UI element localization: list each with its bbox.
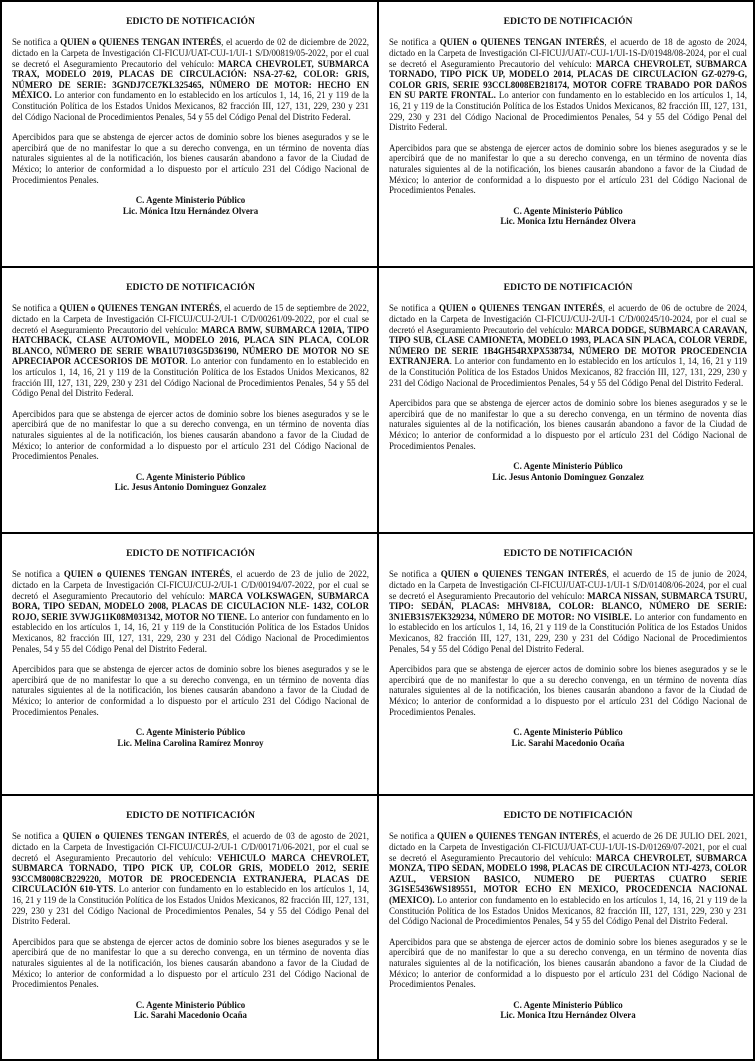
legal-basis: . Lo anterior con fundamento en lo establecido en los artículos 1, 14, 16, 21 y 119 de la Constitución Política de los Estados Unidos Mexicanos, 82 fracción III, 127, 131, 229, 230 y 231 del Código Nacional de Procedimientos Penales, 54 y 55 del Código Penal del Distrito Federal. — [12, 884, 369, 927]
signature-block — [12, 727, 369, 748]
interested-party: QUIEN o QUIENES TENGAN INTERÉS — [59, 303, 220, 314]
legal-basis: . Lo anterior con fundamento en lo establecido en los artículos 1, 14, 16, 21 y 119 de la Constitución Política de los Estados Unidos Mexicanos, 82 fracción III, 127, 131, 229, 230 y 231 del Código Nacional de Procedimientos Penales, 54 y 55 del Código Penal del Distrito Federal. — [12, 356, 369, 399]
vehicle-description: MARCA VOLKSWAGEN, SUBMARCA BORA, TIPO SEDAN, MODELO 2008, PLACAS DE CICULACION NLE- 1432, COLOR ROJO, SERIE 3VWJG11K08M031342, MOTOR NO TIENE. — [12, 590, 369, 622]
edict-notice — [2, 796, 379, 1059]
vehicle-description: MARCA CHEVROLET, SUBMARCA TRAX, MODELO 2019, PLACAS DE CIRCULACIÓN: NSA-27-62, COLOR: GRIS, NÚMERO DE SERIE: 3GNDJ7CE7KL325465, NÚMERO DE MOTOR: HECHO EN MÉXICO. — [12, 58, 369, 101]
warning-paragraph: Apercibidos para que se abstenga de ejercer actos de dominio sobre los bienes asegurados y se le apercibirá que de no manifestar lo que a su derecho convenga, en un término de noventa días naturales siguientes al de la notificación, los bienes causarán abandono a favor de la Ciudad de México; lo anterior de conformidad a lo dispuesto por el artículo 231 del Código Nacional de Procedimientos Penales. — [12, 664, 369, 717]
edict-title: EDICTO DE NOTIFICACIÓN — [503, 548, 633, 559]
legal-basis: Lo anterior con fundamento en lo establecido en los artículos 1, 14, 16, 21 y 119 de la Constitución Política de los Estados Unidos Mexicanos, 82 fracción III, 127, 131, 229, 230 y 231 del Código Nacional de Procedimientos Penales, 54 y 55 del Código Penal del Distrito Federal. — [389, 90, 748, 133]
edict-notice — [2, 2, 379, 268]
signer-role: C. Agente Ministerio Público — [135, 471, 246, 482]
notice-detail: , el acuerdo de 02 de diciembre de 2022, dictado en la Carpeta de Investigación CI-FICUJ/UAT-CUJ-1/UI-1 S/D/00819/05-2022, por el cual se decretó el Aseguramiento Precautorio del vehículo: — [12, 37, 370, 69]
edict-title: EDICTO DE NOTIFICACIÓN — [126, 548, 255, 559]
notice-intro: Se notifica a — [12, 303, 60, 314]
edict-notice — [379, 796, 755, 1059]
signer-role: C. Agente Ministerio Público — [135, 999, 246, 1010]
signature-block — [12, 195, 369, 216]
warning-paragraph: Apercibidos para que se abstenga de ejercer actos de dominio sobre los bienes asegurados y se le apercibirá que de no manifestar lo que a su derecho convenga, en un término de noventa días naturales siguientes al de la notificación, los bienes causarán abandono a favor de la Ciudad de México; lo anterior de conformidad a lo dispuesto por el artículo 231 del Código Nacional de Procedimientos Penales. — [389, 664, 747, 717]
edict-title: EDICTO DE NOTIFICACIÓN — [503, 282, 633, 293]
notice-intro: Se notifica a — [12, 831, 63, 842]
interested-party: QUIEN o QUIENES TENGAN INTERÉS — [437, 831, 599, 842]
notice-detail: , el acuerdo de 23 de julio de 2022, dictado en la Carpeta de Investigación CI-FICUJ/CUJ-2/UI-1 C/D/00194/07-2022, por el cual se decretó el Aseguramiento Precautorio del vehículo: — [12, 569, 369, 601]
notice-detail: , el acuerdo de 18 de agosto de 2024, dictado en la Carpeta de Investigación CI-FICUJ/UAT/-CUJ-1/UI-1S-D/01948/08-2024, por el cual se decretó el Aseguramiento Precautorio del vehículo: — [389, 37, 748, 69]
notice-intro: Se notifica a — [12, 37, 61, 48]
notice-intro: Se notifica a — [389, 569, 441, 580]
signer-name: Lic. Sarahi Macedonio Ocaña — [511, 737, 625, 748]
signer-name: Lic. Jesus Antonio Dominguez Gonzalez — [114, 482, 267, 493]
edict-notice — [2, 268, 379, 534]
notice-body — [12, 303, 369, 398]
vehicle-description: MARCA DODGE, SUBMARCA CARAVAN, TIPO SUB, CLASE CAMIONETA, MODELO 1993, PLACA SIN PLACA, COLOR VERDE, NÚMERO DE SERIE 1B4GH54RXPX538734, NÚMERO DE MOTOR PROCEDENCIA EXTRANJERA — [389, 324, 747, 367]
notice-detail: , el acuerdo de 26 DE JULIO DEL 2021, dictado en la Carpeta de Investigación CI-FICUJ/UAT-CUJ-1/UI-1S-D/01269/07-2021, por el cual se decretó el Aseguramiento Precautorio del vehículo: — [389, 831, 747, 863]
warning-paragraph: Apercibidos para que se abstenga de ejercer actos de dominio sobre los bienes asegurados y se le apercibirá que de no manifestar lo que a su derecho convenga, en un término de noventa días naturales siguientes al de la notificación, los bienes causarán abandono a favor de la Ciudad de México; lo anterior de conformidad a lo dispuesto por el artículo 231 del Código Nacional de Procedimientos Penales. — [389, 936, 747, 990]
signature-block — [12, 472, 369, 493]
signer-name: Lic. Melina Carolina Ramírez Monroy — [117, 737, 264, 748]
notice-body — [12, 37, 369, 122]
notice-intro: Se notifica a — [389, 303, 440, 314]
edict-notice — [2, 534, 379, 796]
signature-block — [12, 1000, 369, 1021]
warning-paragraph: Apercibidos para que se abstenga de ejercer actos de dominio sobre los bienes asegurados y se le apercibirá que de no manifestar lo que a su derecho convenga, en un término de noventa días naturales siguientes al de la notificación, los bienes causarán abandono a favor de la Ciudad de México; lo anterior de conformidad a lo dispuesto por el artículo 231 del Código Nacional de Procedimientos Penales. — [389, 398, 747, 451]
legal-basis: Lo anterior con fundamento en lo establecido en los artículos 1, 14, 16, 21 y 119 de la Constitución Política de los Estados Unidos Mexicanos, 82 fracción III, 127, 131, 229, 230 y 231 del Código Nacional de Procedimientos Penales, 54 y 55 del Código Penal del Distrito Federal. — [12, 90, 369, 122]
signer-name: Lic. Jesus Antonio Dominguez Gonzalez — [492, 471, 644, 482]
notice-detail: , el acuerdo de 15 de septiembre de 2022, dictado en la Carpeta de Investigación CI-FICUJ/CUJ-2/UI-1 C/D/00261/09-2022, por el cual se decretó el Aseguramiento Precautorio del vehículo: — [12, 303, 369, 335]
signer-role: C. Agente Ministerio Público — [513, 205, 623, 216]
legal-basis: . Lo anterior con fundamento en lo establecido en los artículos 1, 14, 16, 21 y 119 de la Constitución Política de los Estados Unidos Mexicanos, 82 fracción III, 127, 131, 229, 230 y 231 del Código Nacional de Procedimientos Penales, 54 y 55 del Código Penal del Distrito Federal. — [389, 356, 747, 388]
warning-paragraph: Apercibidos para que se abstenga de ejercer actos de dominio sobre los bienes asegurados y se le apercibirá que de no manifestar lo que a su derecho convenga, en un término de noventa días naturales siguientes al de la notificación, los bienes causarán abandono a favor de la Ciudad de México; lo anterior de conformidad a lo dispuesto por el artículo 231 del Código Nacional de Procedimientos Penales. — [389, 142, 747, 196]
edict-notice — [379, 268, 755, 534]
notice-body — [389, 303, 747, 388]
edict-notice — [379, 534, 755, 796]
interested-party: QUIEN o QUIENES TENGAN INTERÉS — [440, 569, 607, 580]
notice-intro: Se notifica a — [12, 569, 64, 580]
notice-body — [12, 569, 369, 654]
signer-role: C. Agente Ministerio Público — [135, 195, 246, 206]
interested-party: QUIEN o QUIENES TENGAN INTERÉS — [62, 831, 227, 842]
notice-intro: Se notifica a — [389, 831, 438, 842]
notice-body — [389, 569, 747, 654]
signer-name: Lic. Mónica Itzu Hernández Olvera — [122, 205, 259, 216]
signer-name: Lic. Monica Itzu Hernández Olvera — [500, 1010, 636, 1021]
vehicle-description: MARCA CHEVROLET, SUBMARCA TORNADO, TIPO PICK UP, MODELO 2014, PLACAS DE CIRCULACION GZ-0279-G, COLOR GRIS, SERIE 93CCL8008EB218174, MOTOR COFRE TRABADO POR DAÑOS EN SU PARTE FRONTAL. — [389, 58, 747, 101]
legal-basis: Lo anterior con fundamento en lo establecido en los artículos 1, 14, 16, 21 y 119 de la Constitución Política de los Estados Unidos Mexicanos, 82 fracción III, 127, 131, 229, 230 y 231 del Código Nacional de Procedimientos Penales, 54 y 55 del Código Penal del Distrito Federal. — [389, 611, 747, 654]
notice-body — [12, 831, 369, 926]
notice-detail: , el acuerdo de 15 de junio de 2024, dictado en la Carpeta de Investigación CI-FICUJ/UAT-CUJ-1/UI-1 S/D/01408/06-2024, por el cual se decretó el Aseguramiento Precautorio del vehículo: — [389, 569, 747, 601]
vehicle-description: MARCA CHEVROLET, SUBMARCA MONZA, TIPO SEDAN, MODELO 1998, PLACAS DE CIRCULACION NTJ-4273, COLOR AZUL, VERSION BASICO, NUMERO DE PUERTAS CUATRO SERIE 3G1SE5436WS189551, MOTOR ECHO EN MEXICO, PROCEDENCIA NACIONAL (MEXICO). — [389, 852, 747, 905]
notice-detail: , el acuerdo de 03 de agosto de 2021, dictado en la Carpeta de Investigación CI-FICUJ/CUJ-2/UI-1 C/D/00171/06-2021, por el cual se decretó el Aseguramiento Precautorio del vehículo: — [12, 831, 370, 863]
interested-party: QUIEN o QUIENES TENGAN INTERÉS — [439, 303, 603, 314]
signer-role: C. Agente Ministerio Público — [513, 727, 623, 738]
signature-block — [389, 461, 747, 482]
edict-title: EDICTO DE NOTIFICACIÓN — [126, 282, 255, 293]
vehicle-description: VEHICULO MARCA CHEVROLET, SUBMARCA TORNADO, TIPO PICK UP, COLOR GRIS, MODELO 2012, SERIE 93CCM8008CB229220, MOTOR DE PROCEDENCIA EXTRANJERA, PLACAS DE CIRCULACIÓN 610-YTS — [12, 852, 370, 895]
interested-party: QUIEN o QUIENES TENGAN INTERÉS — [439, 37, 605, 48]
edict-title: EDICTO DE NOTIFICACIÓN — [503, 810, 633, 821]
signature-block — [389, 1000, 747, 1021]
warning-paragraph: Apercibidos para que se abstenga de ejercer actos de dominio sobre los bienes asegurados y se le apercibirá que de no manifestar lo que a su derecho convenga, en un término de noventa días naturales siguientes al de la notificación, los bienes causarán abandono a favor de la Ciudad de México; lo anterior de conformidad a lo dispuesto por el artículo 231 del Código Nacional de Procedimientos Penales. — [12, 408, 369, 462]
edict-notice — [379, 2, 755, 268]
interested-party: QUIEN o QUIENES TENGAN INTERÉS — [63, 569, 231, 580]
notice-body — [389, 37, 747, 132]
notice-body — [389, 831, 747, 926]
vehicle-description: MARCA NISSAN, SUBMARCA TSURU, TIPO: SEDÁN, PLACAS: MHV818A, COLOR: BLANCO, NÚMERO DE SERIE: 3N1EB31S7EK329234, NÚMERO DE MOTOR: NO VISIBLE. — [389, 590, 747, 622]
warning-paragraph: Apercibidos para que se abstenga de ejercer actos de dominio sobre los bienes asegurados y se le apercibirá que de no manifestar lo que a su derecho convenga, en un término de noventa días naturales siguientes al de la notificación, los bienes causarán abandono a favor de la Ciudad de México; lo anterior de conformidad a lo dispuesto por el artículo 231 del Código Nacional de Procedimientos Penales. — [12, 936, 369, 990]
signature-block — [389, 727, 747, 748]
edict-title: EDICTO DE NOTIFICACIÓN — [126, 16, 255, 27]
edict-title: EDICTO DE NOTIFICACIÓN — [503, 16, 633, 27]
notice-intro: Se notifica a — [389, 37, 440, 48]
signer-role: C. Agente Ministerio Público — [513, 461, 623, 472]
notice-detail: , el acuerdo de 06 de octubre de 2024, dictado en la Carpeta de Investigación CI-FICUJ/CUJ-2/UI-1 C/D/00245/10-2024, por el cual se decretó el Aseguramiento Precautorio del vehículo: — [389, 303, 748, 335]
interested-party: QUIEN o QUIENES TENGAN INTERÉS — [60, 37, 222, 48]
vehicle-description: MARCA BMW, SUBMARCA 120IA, TIPO HATCHBACK, CLASE AUTOMOVIL, MODELO 2016, PLACA SIN PLACA, COLOR BLANCO, NÚMERO DE SERIE WBA1U7103G5D36190, NÚMERO DE MOTOR NO SE APRECIAPOR ACCESORIOS DE MOTOR — [12, 324, 369, 367]
signer-name: Lic. Sarahi Macedonio Ocaña — [134, 1010, 247, 1021]
signer-role: C. Agente Ministerio Público — [513, 999, 623, 1010]
legal-basis: Lo anterior con fundamento en lo establecido en los artículos 1, 14, 16, 21 y 119 de la Constitución Política de los Estados Unidos Mexicanos, 82 fracción III, 127, 131, 229, 230 y 231 del Código Nacional de Procedimientos Penales, 54 y 55 del Código Penal del Distrito Federal. — [12, 611, 369, 654]
signer-name: Lic. Monica Iztu Hernández Olvera — [500, 216, 636, 227]
warning-paragraph: Apercibidos para que se abstenga de ejercer actos de dominio sobre los bienes asegurados y se le apercibirá que de no manifestar lo que a su derecho convenga, en un término de noventa días naturales siguientes al de la notificación, los bienes causarán abandono a favor de la Ciudad de México; lo anterior de conformidad a lo dispuesto por el artículo 231 del Código Nacional de Procedimientos Penales. — [12, 132, 369, 185]
legal-basis: Lo anterior con fundamento en lo establecido en los artículos 1, 14, 16, 21 y 119 de la Constitución Política de los Estados Unidos Mexicanos, 82 fracción III, 127, 131, 229, 230 y 231 del Código Nacional de Procedimientos Penales, 54 y 55 del Código Penal del Distrito Federal. — [389, 894, 747, 927]
edict-title: EDICTO DE NOTIFICACIÓN — [126, 810, 255, 821]
signature-block — [389, 206, 747, 227]
signer-role: C. Agente Ministerio Público — [135, 727, 246, 738]
